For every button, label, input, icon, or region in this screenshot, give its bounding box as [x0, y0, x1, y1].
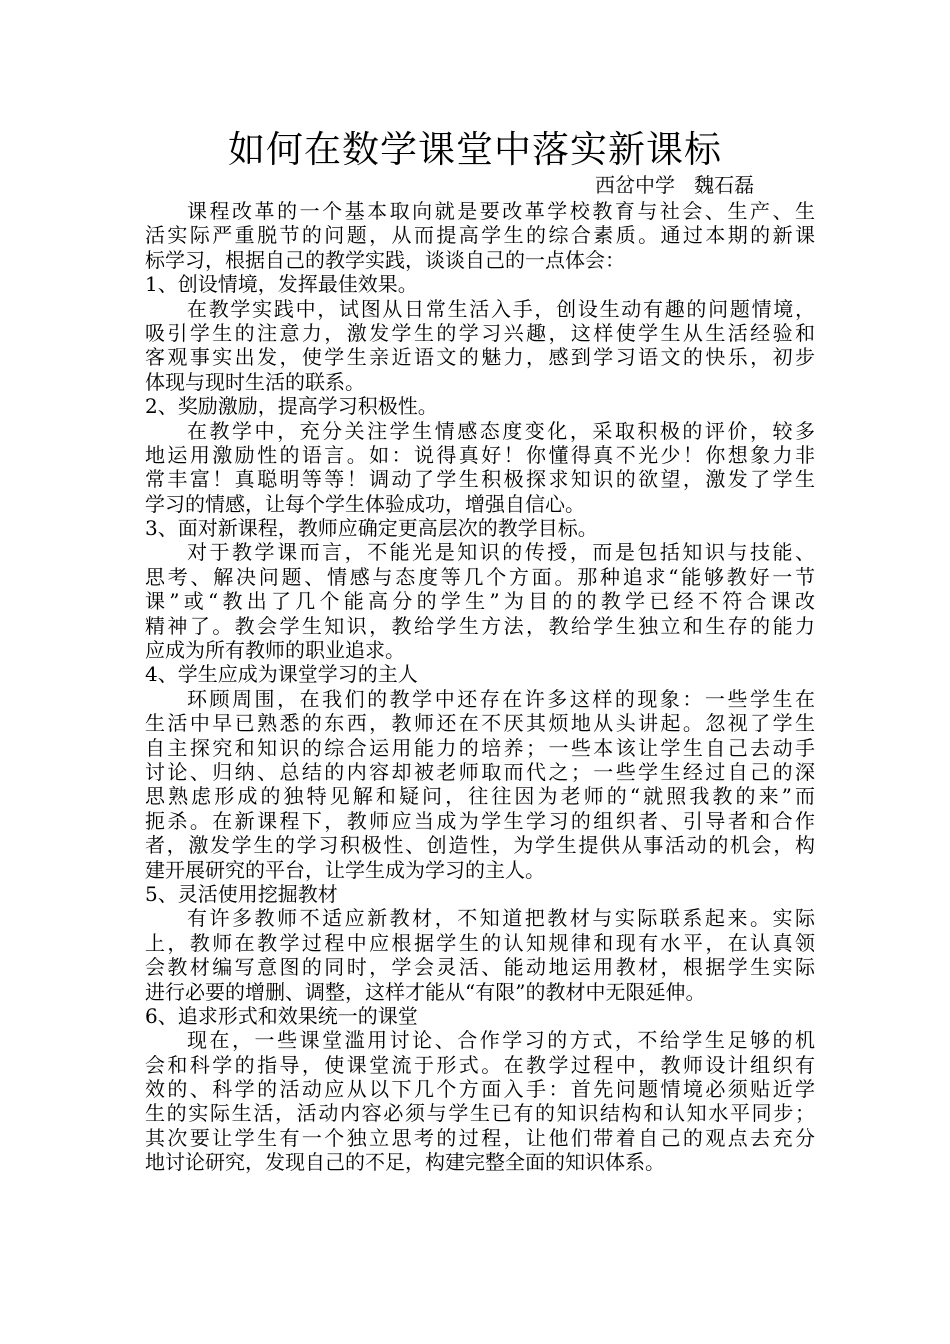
text-line: 建开展研究的平台，让学生成为学习的主人。 [145, 857, 545, 882]
text-line: 对于教学课而言，不能光是知识的传授，而是包括知识与技能、 [187, 540, 815, 565]
text-line: 扼杀。在新课程下，教师应当成为学生学习的组织者、引导者和合作 [145, 808, 815, 833]
text-line: 常丰富！真聪明等等！调动了学生积极探求知识的欲望，激发了学生 [145, 467, 815, 492]
text-line: 5、灵活使用挖掘教材 [145, 881, 338, 906]
author-line: 西岔中学 魏石磊 [595, 173, 755, 197]
text-line: 效的、科学的活动应从以下几个方面入手：首先问题情境必须贴近学 [145, 1077, 815, 1102]
text-line: 吸引学生的注意力，激发学生的学习兴趣，这样使学生从生活经验和 [145, 320, 815, 345]
text-line: 2、奖励激励，提高学习积极性。 [145, 394, 438, 419]
text-line: 客观事实出发，使学生亲近语文的魅力，感到学习语文的快乐，初步 [145, 345, 815, 370]
text-line: 上，教师在教学过程中应根据学生的认知规律和现有水平，在认真领 [145, 930, 815, 955]
text-line: 地运用激励性的语言。如：说得真好！你懂得真不光少！你想象力非 [145, 442, 815, 467]
text-line: 自主探究和知识的综合运用能力的培养；一些本该让学生自己去动手 [145, 735, 815, 760]
text-line: 进行必要的增删、调整，这样才能从“有限”的教材中无限延伸。 [145, 979, 706, 1004]
text-line: 会和科学的指导，使课堂流于形式。在教学过程中，教师设计组织有 [145, 1052, 815, 1077]
text-line: 学习的情感，让每个学生体验成功，增强自信心。 [145, 491, 585, 516]
text-line: 讨论、归纳、总结的内容却被老师取而代之；一些学生经过自己的深 [145, 759, 815, 784]
text-line: 现在，一些课堂滥用讨论、合作学习的方式，不给学生足够的机 [187, 1028, 815, 1053]
text-line: 环顾周围，在我们的教学中还存在许多这样的现象：一些学生在 [187, 686, 815, 711]
text-line: 思熟虑形成的独特见解和疑问，往往因为老师的“就照我教的来”而 [145, 784, 815, 809]
text-line: 3、面对新课程，教师应确定更高层次的教学目标。 [145, 516, 598, 541]
text-line: 生活中早已熟悉的东西，教师还在不厌其烦地从头讲起。忽视了学生 [145, 711, 815, 736]
text-line: 4、学生应成为课堂学习的主人 [145, 662, 418, 687]
text-line: 活实际严重脱节的问题，从而提高学生的综合素质。通过本期的新课 [145, 223, 815, 248]
text-line: 者，激发学生的学习积极性、创造性，为学生提供从事活动的机会，构 [145, 833, 815, 858]
text-line: 地讨论研究，发现自己的不足，构建完整全面的知识体系。 [145, 1150, 665, 1175]
text-line: 会教材编写意图的同时，学会灵活、能动地运用教材，根据学生实际 [145, 955, 815, 980]
text-line: 标学习，根据自己的教学实践，谈谈自己的一点体会： [145, 247, 625, 272]
document-body [145, 199, 815, 1175]
text-line: 6、追求形式和效果统一的课堂 [145, 1003, 418, 1028]
document-title: 如何在数学课堂中落实新课标 [228, 128, 722, 171]
text-line: 课程改革的一个基本取向就是要改革学校教育与社会、生产、生 [187, 199, 815, 223]
text-line: 在教学中，充分关注学生情感态度变化，采取积极的评价，较多 [187, 418, 815, 443]
text-line: 其次要让学生有一个独立思考的过程，让他们带着自己的观点去充分 [145, 1125, 815, 1150]
text-line: 生的实际生活，活动内容必须与学生已有的知识结构和认知水平同步； [145, 1101, 815, 1126]
text-line: 课”或“教出了几个能高分的学生”为目的的教学已经不符合课改 [145, 589, 815, 614]
text-line: 1、创设情境，发挥最佳效果。 [145, 272, 418, 297]
text-line: 思考、解决问题、情感与态度等几个方面。那种追求“能够教好一节 [145, 564, 815, 589]
text-line: 在教学实践中，试图从日常生活入手，创设生动有趣的问题情境， [187, 296, 815, 321]
text-line: 有许多教师不适应新教材，不知道把教材与实际联系起来。实际 [187, 906, 815, 931]
text-line: 精神了。教会学生知识，教给学生方法，教给学生独立和生存的能力 [145, 613, 815, 638]
text-line: 体现与现时生活的联系。 [145, 369, 365, 394]
text-line: 应成为所有教师的职业追求。 [145, 638, 405, 663]
